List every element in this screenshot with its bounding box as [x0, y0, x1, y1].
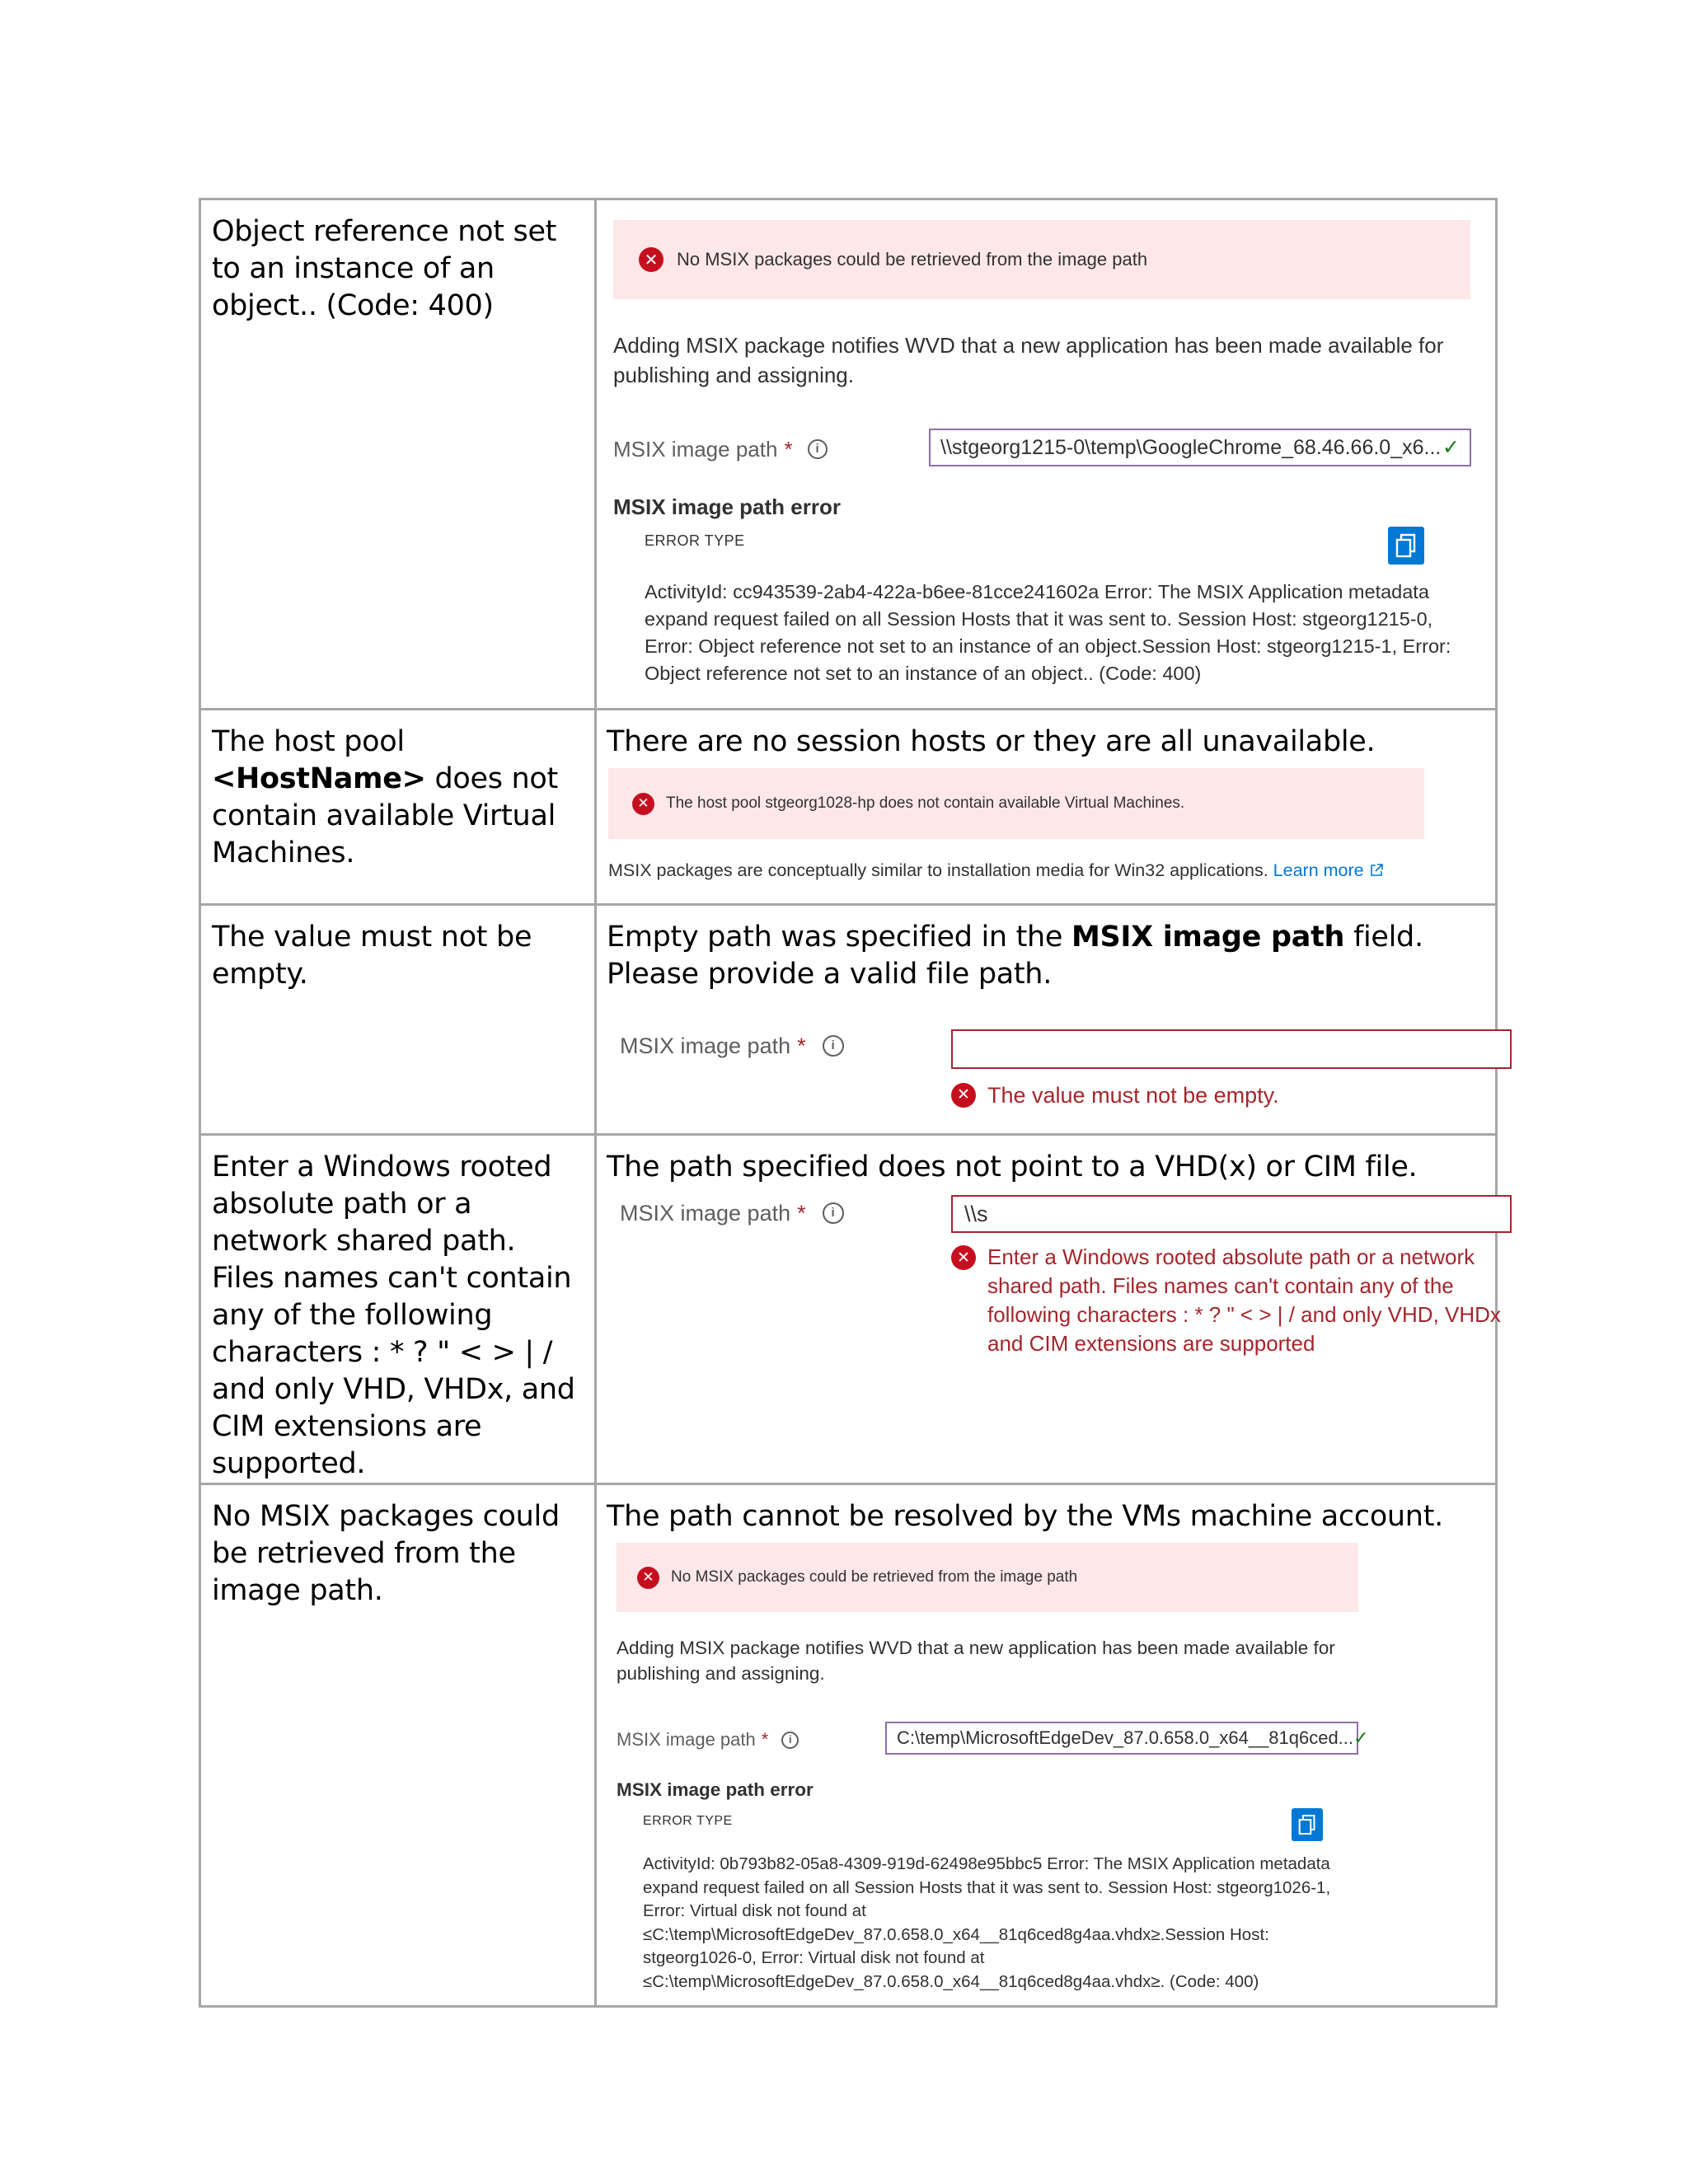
error-message: The value must not be empty. [212, 921, 532, 991]
explanation-text: The path specified does not point to a VHD(x) or CIM file. [607, 1151, 1418, 1183]
banner-text: The host pool stgeorg1028-hp does not contain available Virtual Machines. [666, 794, 1185, 812]
error-message [201, 710, 594, 872]
error-circle-icon: ✕ [632, 793, 654, 815]
info-icon[interactable]: i [781, 1732, 799, 1749]
error-message-cell [200, 1484, 596, 2007]
error-circle-icon: ✕ [951, 1083, 976, 1108]
error-banner [617, 1543, 1358, 1612]
error-section-title: MSIX image path error [613, 494, 841, 519]
error-section-title: MSIX image path error [617, 1779, 814, 1800]
error-message-cell [200, 710, 596, 905]
explanation-cell [596, 1484, 1497, 2007]
external-link-icon [1369, 863, 1384, 878]
table-row [200, 1484, 1497, 2007]
explanation-cell [596, 1135, 1501, 1484]
msix-image-path-input[interactable] [885, 1722, 1369, 1755]
field-label-text: MSIX image path [613, 437, 778, 462]
field-label-text: MSIX image path [620, 1201, 791, 1226]
info-icon[interactable]: i [823, 1202, 844, 1224]
input-value: \\stgeorg1215-0\temp\GoogleChrome_68.46.66.0_x6... [940, 435, 1442, 459]
field-validation-message [951, 1079, 1279, 1112]
validation-text: The value must not be empty. [987, 1083, 1279, 1108]
error-banner [613, 220, 1470, 299]
error-reference-table [199, 198, 1501, 2008]
explanation-cell [596, 905, 1497, 1135]
field-validation-message [951, 1243, 1520, 1358]
info-icon[interactable]: i [808, 439, 828, 459]
banner-text: No MSIX packages could be retrieved from the image path [677, 249, 1148, 269]
validation-text: Enter a Windows rooted absolute path or a network shared path. Files names can't contain any of the following characters : * ? " < > | / and only VHD, VHDx and CIM extensions are supported [987, 1244, 1501, 1356]
hostname-placeholder: <HostName> [212, 762, 426, 795]
checkmark-icon: ✓ [1442, 436, 1460, 459]
msix-image-path-input[interactable] [929, 429, 1471, 466]
explanation-text: There are no session hosts or they are all unavailable. [607, 725, 1376, 758]
explanation-prefix: Empty path was specified in the [607, 921, 1071, 954]
copy-icon [1298, 1814, 1316, 1835]
explanation-text [597, 906, 1495, 993]
error-banner [608, 768, 1424, 839]
explanation-suffix: field. Please provide a valid file path. [607, 921, 1423, 991]
copy-button[interactable] [1388, 527, 1424, 565]
field-label-text: MSIX image path [620, 1033, 791, 1058]
explanation-text: The path cannot be resolved by the VMs machine account. [607, 1500, 1443, 1533]
field-label-text: MSIX image path [617, 1729, 756, 1750]
info-icon[interactable]: i [823, 1035, 844, 1057]
checkmark-icon: ✓ [1353, 1727, 1369, 1748]
input-value: \\s [964, 1201, 988, 1226]
required-mark: * [761, 1729, 769, 1750]
error-message: Object reference not set to an instance of an object.. (Code: 400) [212, 215, 557, 322]
field-label [620, 1197, 844, 1230]
message-suffix: does not contain available Virtual Machines. [212, 762, 558, 869]
error-details: ActivityId: 0b793b82-05a8-4309-919d-62498e95bbc5 Error: The MSIX Application metadata expand request failed on all Session Hosts that it was sent to. Session Host: stgeorg1026-1, Error: Virtual disk not found at ≤C:\temp\MicrosoftEdgeDev_87.0.658.0_x64__81q6ced8g4aa.vhdx≥.Session Host: stgeorg1026-0, Error: Virtual disk not found at ≤C:\temp\MicrosoftEdgeDev_87.0.658.0_x64__81q6ced8g4aa.vhdx≥. (Code: 400) [643, 1854, 1331, 1991]
required-mark: * [797, 1201, 806, 1226]
explanation-cell [596, 710, 1497, 905]
error-message: No MSIX packages could be retrieved from the image path. [212, 1500, 560, 1607]
error-type-label: ERROR TYPE [643, 1814, 733, 1828]
banner-text: No MSIX packages could be retrieved from the image path [671, 1568, 1078, 1586]
input-value: C:\temp\MicrosoftEdgeDev_87.0.658.0_x64__81q6ced... [897, 1727, 1354, 1748]
field-label [613, 434, 828, 464]
copy-icon [1395, 533, 1417, 558]
field-label [620, 1029, 844, 1062]
table-row [200, 1135, 1497, 1484]
error-circle-icon: ✕ [637, 1567, 659, 1589]
error-message: Enter a Windows rooted absolute path or a network shared path. Files names can't contain any of the following characters : * ? " < > | / and only VHD, VHDx, and CIM extensions are supported. [212, 1151, 575, 1480]
error-circle-icon: ✕ [951, 1245, 976, 1270]
info-sentence: MSIX packages are conceptually similar to installation media for Win32 applications. [608, 860, 1268, 880]
error-type-label: ERROR TYPE [645, 532, 745, 549]
table-row [200, 710, 1497, 905]
error-details: ActivityId: cc943539-2ab4-422a-b6ee-81cce241602a Error: The MSIX Application metadata expand request failed on all Session Hosts that it was sent to. Session Host: stgeorg1215-0, Error: Object reference not set to an instance of an object.Session Host: stgeorg1215-1, Error: Object reference not set to an instance of an object.. (Code: 400) [645, 581, 1451, 684]
dialog-description: Adding MSIX package notifies WVD that a new application has been made available for publishing and assigning. [613, 333, 1444, 387]
required-mark: * [797, 1033, 806, 1058]
msix-image-path-input[interactable] [951, 1195, 1512, 1233]
required-mark: * [784, 437, 793, 462]
msix-image-path-input[interactable] [951, 1029, 1512, 1069]
field-label [617, 1726, 799, 1754]
screenshot-cell [596, 199, 1497, 710]
table-row [200, 905, 1497, 1135]
error-message-cell [200, 1135, 596, 1484]
learn-more-link[interactable]: Learn more [1273, 860, 1364, 880]
error-circle-icon: ✕ [639, 247, 663, 272]
error-message-cell [200, 199, 596, 710]
dialog-description: Adding MSIX package notifies WVD that a new application has been made available for publishing and assigning. [617, 1638, 1335, 1684]
copy-button[interactable] [1292, 1808, 1323, 1841]
field-name-bold: MSIX image path [1071, 921, 1345, 954]
error-message-cell [200, 905, 596, 1135]
table-row [200, 199, 1497, 710]
info-text [608, 860, 1384, 881]
message-prefix: The host pool [212, 725, 405, 758]
